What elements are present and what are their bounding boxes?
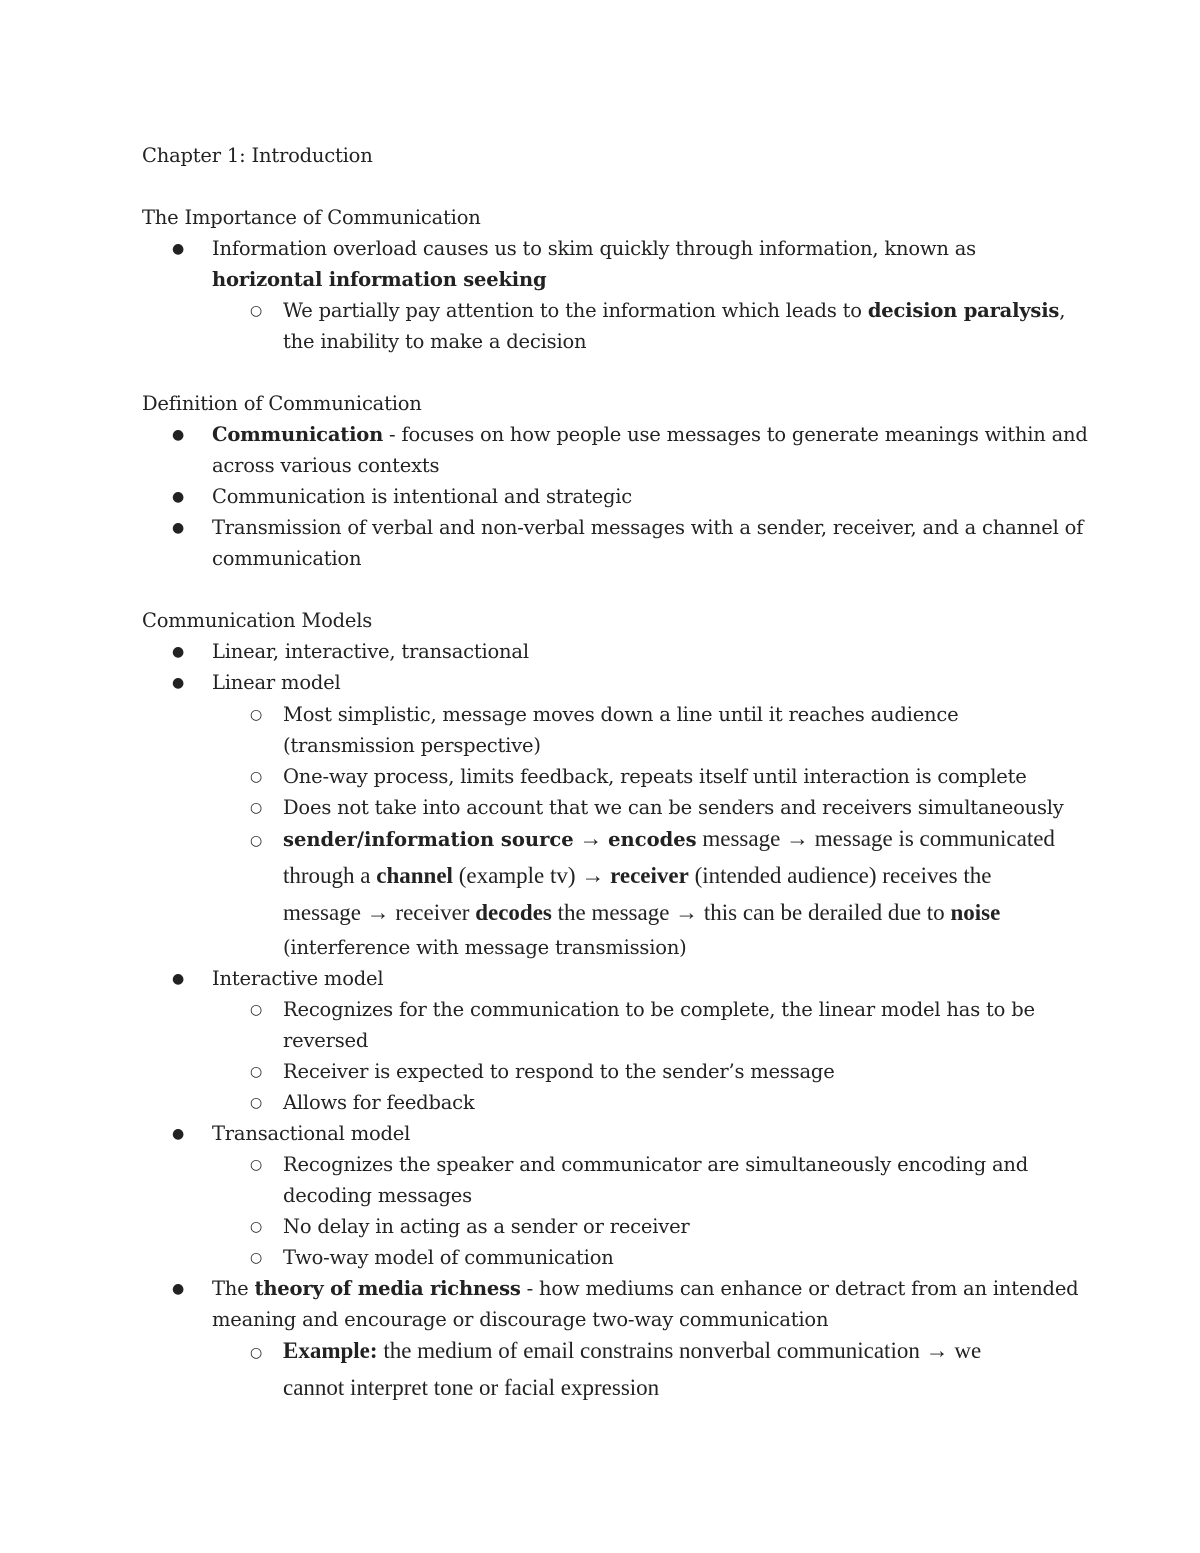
section-heading-definition: Definition of Communication: [142, 392, 422, 415]
bold-term: theory of media richness: [254, 1277, 521, 1300]
bold-term: sender/information source: [283, 828, 574, 851]
list-item-continuation: [212, 268, 546, 292]
sub-list-item: Receiver is expected to respond to the sender’s message: [283, 1060, 835, 1083]
list-item: Communication - focuses on how people use messages to generate meanings within and: [212, 423, 1088, 446]
sub-list-item-continuation: decoding messages: [283, 1184, 472, 1207]
section-heading-importance: The Importance of Communication: [142, 206, 481, 229]
sub-list-item: Allows for feedback: [283, 1091, 475, 1114]
bold-term: noise: [950, 900, 1001, 925]
sub-list-item: Recognizes for the communication to be complete, the linear model has to be: [283, 998, 1035, 1021]
bullet-dot: ●: [172, 1281, 185, 1297]
list-item: Transmission of verbal and non-verbal messages with a sender, receiver, and a channel of: [212, 516, 1084, 539]
sub-list-item: One-way process, limits feedback, repeats itself until interaction is complete: [283, 765, 1027, 788]
list-item-continuation: communication: [212, 547, 362, 570]
sub-list-item: Does not take into account that we can be senders and receivers simultaneously: [283, 796, 1064, 819]
sub-bullet-circle: ○: [250, 833, 263, 849]
sub-bullet-circle: ○: [250, 303, 263, 319]
sub-bullet-circle: ○: [250, 769, 263, 785]
sub-list-item: sender/information source → encodes message → message is communicated: [283, 826, 1055, 851]
bullet-dot: ●: [172, 427, 185, 443]
chapter-title: Chapter 1: Introduction: [142, 144, 373, 167]
sub-list-item: We partially pay attention to the information which leads to decision paralysis,: [283, 299, 1066, 322]
list-item: Linear model: [212, 671, 341, 694]
sub-list-item-continuation: message → receiver decodes the message → this can be derailed due to noise: [283, 900, 1001, 925]
bold-term: Communication: [212, 423, 384, 446]
list-item: Information overload causes us to skim quickly through information, known as: [212, 237, 976, 260]
sub-list-item: Recognizes the speaker and communicator are simultaneously encoding and: [283, 1153, 1029, 1176]
bullet-dot: ●: [172, 241, 185, 257]
sub-bullet-circle: ○: [250, 1002, 263, 1018]
sub-list-item-continuation: through a channel (example tv) → receiver (intended audience) receives the: [283, 863, 992, 888]
sub-list-item-continuation: reversed: [283, 1029, 369, 1052]
sub-bullet-circle: ○: [250, 1250, 263, 1266]
bold-term: decodes: [475, 900, 552, 925]
sub-list-item: Example: the medium of email constrains nonverbal communication → we: [283, 1338, 982, 1363]
sub-bullet-circle: ○: [250, 1345, 263, 1361]
bullet-dot: ●: [172, 644, 185, 660]
sub-list-item: Two-way model of communication: [283, 1246, 614, 1269]
list-item-continuation: across various contexts: [212, 454, 440, 477]
list-item: The theory of media richness - how mediums can enhance or detract from an intended: [212, 1277, 1079, 1300]
sub-bullet-circle: ○: [250, 1219, 263, 1235]
bold-term: receiver: [610, 863, 689, 888]
bold-term: Example:: [283, 1338, 378, 1363]
sub-bullet-circle: ○: [250, 1095, 263, 1111]
list-item: Interactive model: [212, 967, 384, 990]
sub-list-item-continuation: cannot interpret tone or facial expression: [283, 1375, 660, 1400]
sub-bullet-circle: ○: [250, 707, 263, 723]
bullet-dot: ●: [172, 971, 185, 987]
bullet-dot: ●: [172, 675, 185, 691]
sub-list-item: No delay in acting as a sender or receiver: [283, 1215, 690, 1238]
bullet-dot: ●: [172, 1126, 185, 1142]
list-item: Transactional model: [212, 1122, 411, 1145]
sub-bullet-circle: ○: [250, 1064, 263, 1080]
bullet-dot: ●: [172, 520, 185, 536]
list-item: Communication is intentional and strategic: [212, 485, 632, 508]
bold-term: channel: [376, 863, 453, 888]
bullet-dot: ●: [172, 489, 185, 505]
bold-term: decision paralysis: [867, 299, 1060, 322]
list-item: Linear, interactive, transactional: [212, 640, 529, 663]
sub-list-item-continuation: (transmission perspective): [283, 734, 541, 757]
bold-term: encodes: [608, 828, 697, 851]
bold-term: horizontal information seeking: [212, 268, 547, 291]
sub-bullet-circle: ○: [250, 800, 263, 816]
list-item-continuation: meaning and encourage or discourage two-way communication: [212, 1308, 829, 1331]
section-heading-models: Communication Models: [142, 609, 373, 632]
sub-list-item: Most simplistic, message moves down a line until it reaches audience: [283, 703, 959, 726]
sub-list-item-continuation: (interference with message transmission): [283, 936, 687, 959]
sub-bullet-circle: ○: [250, 1157, 263, 1173]
sub-list-item-continuation: the inability to make a decision: [283, 330, 587, 353]
